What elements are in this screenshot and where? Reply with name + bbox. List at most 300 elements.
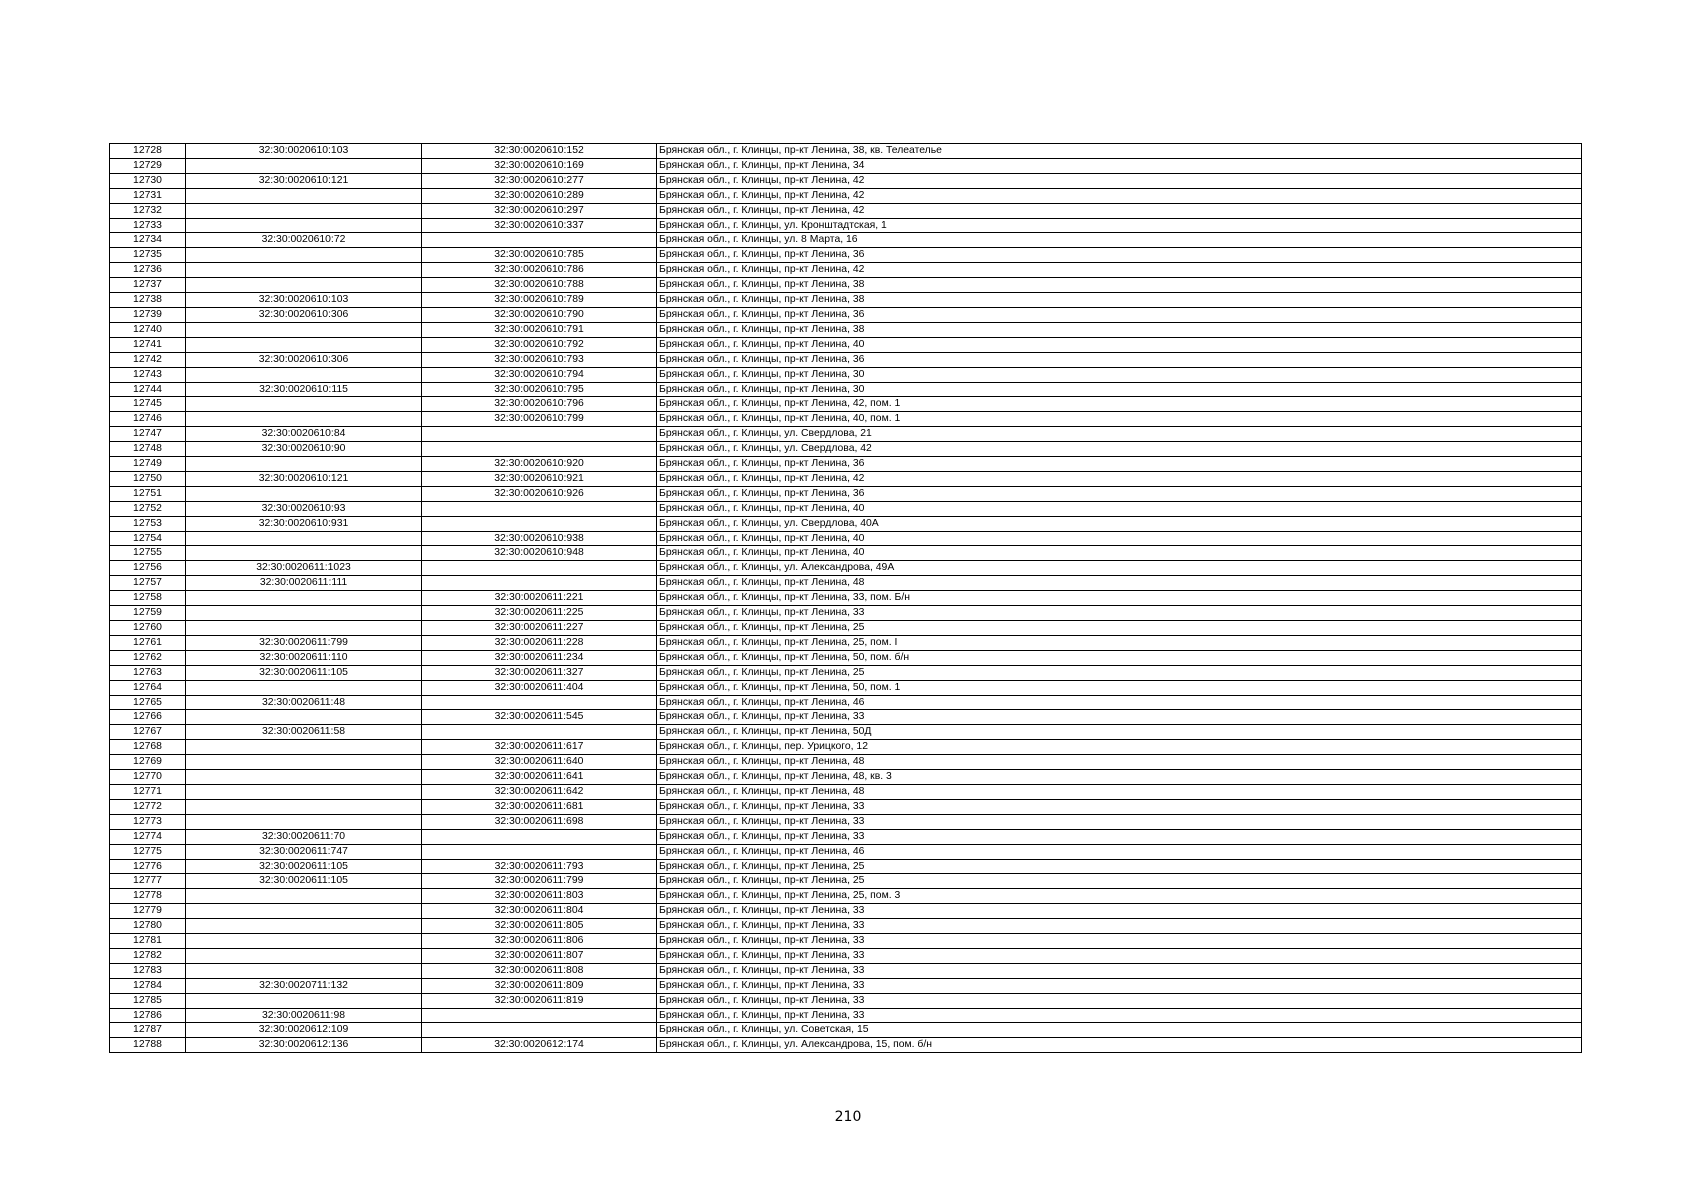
cadastral-number-cell: 32:30:0020610:84	[186, 427, 422, 442]
row-number-cell: 12771	[110, 784, 186, 799]
table-row	[110, 755, 1582, 770]
table-row	[110, 948, 1582, 963]
row-number-cell: 12759	[110, 606, 186, 621]
cadastral-number-cell	[186, 919, 422, 934]
address-cell: Брянская обл., г. Клинцы, пр-кт Ленина, 36	[657, 486, 1582, 501]
row-number-cell: 12732	[110, 203, 186, 218]
row-number-cell: 12775	[110, 844, 186, 859]
address-cell: Брянская обл., г. Клинцы, ул. Александрова, 49А	[657, 561, 1582, 576]
cadastral-number-cell	[186, 546, 422, 561]
object-cadastral-number-cell: 32:30:0020610:921	[422, 471, 657, 486]
row-number-cell: 12787	[110, 1023, 186, 1038]
object-cadastral-number-cell: 32:30:0020610:926	[422, 486, 657, 501]
table-row	[110, 829, 1582, 844]
table-row	[110, 486, 1582, 501]
object-cadastral-number-cell: 32:30:0020611:640	[422, 755, 657, 770]
address-cell: Брянская обл., г. Клинцы, пр-кт Ленина, 42	[657, 203, 1582, 218]
row-number-cell: 12755	[110, 546, 186, 561]
cadastral-number-cell	[186, 934, 422, 949]
row-number-cell: 12788	[110, 1038, 186, 1053]
object-cadastral-number-cell: 32:30:0020611:698	[422, 814, 657, 829]
cadastral-number-cell: 32:30:0020611:105	[186, 665, 422, 680]
object-cadastral-number-cell: 32:30:0020611:808	[422, 963, 657, 978]
table-row	[110, 263, 1582, 278]
cadastral-number-cell: 32:30:0020610:121	[186, 173, 422, 188]
cadastral-number-cell: 32:30:0020610:931	[186, 516, 422, 531]
address-cell: Брянская обл., г. Клинцы, пр-кт Ленина, 34	[657, 158, 1582, 173]
object-cadastral-number-cell: 32:30:0020610:277	[422, 173, 657, 188]
address-cell: Брянская обл., г. Клинцы, пр-кт Ленина, 48, кв. 3	[657, 770, 1582, 785]
object-cadastral-number-cell	[422, 442, 657, 457]
address-cell: Брянская обл., г. Клинцы, пр-кт Ленина, 36	[657, 457, 1582, 472]
table-row	[110, 621, 1582, 636]
address-cell: Брянская обл., г. Клинцы, пр-кт Ленина, 42	[657, 173, 1582, 188]
table-row	[110, 680, 1582, 695]
row-number-cell: 12733	[110, 218, 186, 233]
table-row	[110, 591, 1582, 606]
cadastral-number-cell	[186, 457, 422, 472]
object-cadastral-number-cell: 32:30:0020611:681	[422, 799, 657, 814]
row-number-cell: 12729	[110, 158, 186, 173]
address-cell: Брянская обл., г. Клинцы, пр-кт Ленина, 50, пом. б/н	[657, 650, 1582, 665]
object-cadastral-number-cell: 32:30:0020611:804	[422, 904, 657, 919]
table-row	[110, 978, 1582, 993]
object-cadastral-number-cell: 32:30:0020610:792	[422, 337, 657, 352]
address-cell: Брянская обл., г. Клинцы, пр-кт Ленина, 33	[657, 963, 1582, 978]
table-row	[110, 740, 1582, 755]
row-number-cell: 12738	[110, 293, 186, 308]
object-cadastral-number-cell: 32:30:0020610:795	[422, 382, 657, 397]
cadastral-number-cell: 32:30:0020610:90	[186, 442, 422, 457]
cadastral-number-cell: 32:30:0020611:799	[186, 635, 422, 650]
cadastral-number-cell: 32:30:0020610:115	[186, 382, 422, 397]
table-row	[110, 457, 1582, 472]
table-row	[110, 844, 1582, 859]
address-cell: Брянская обл., г. Клинцы, пр-кт Ленина, 50, пом. 1	[657, 680, 1582, 695]
table-row	[110, 904, 1582, 919]
object-cadastral-number-cell	[422, 1023, 657, 1038]
address-cell: Брянская обл., г. Клинцы, пр-кт Ленина, 33	[657, 829, 1582, 844]
row-number-cell: 12736	[110, 263, 186, 278]
table-row	[110, 799, 1582, 814]
address-cell: Брянская обл., г. Клинцы, пр-кт Ленина, 46	[657, 695, 1582, 710]
address-cell: Брянская обл., г. Клинцы, пр-кт Ленина, 25	[657, 665, 1582, 680]
table-row	[110, 606, 1582, 621]
object-cadastral-number-cell	[422, 1008, 657, 1023]
table-row	[110, 576, 1582, 591]
table-row	[110, 307, 1582, 322]
cadastral-number-cell: 32:30:0020611:1023	[186, 561, 422, 576]
cadastral-number-cell: 32:30:0020610:306	[186, 307, 422, 322]
address-cell: Брянская обл., г. Клинцы, ул. Советская, 15	[657, 1023, 1582, 1038]
row-number-cell: 12744	[110, 382, 186, 397]
address-cell: Брянская обл., г. Клинцы, пер. Урицкого, 12	[657, 740, 1582, 755]
cadastral-number-cell	[186, 948, 422, 963]
object-cadastral-number-cell	[422, 501, 657, 516]
table-row	[110, 650, 1582, 665]
cadastral-number-cell	[186, 680, 422, 695]
cadastral-number-cell	[186, 621, 422, 636]
address-cell: Брянская обл., г. Клинцы, пр-кт Ленина, 36	[657, 307, 1582, 322]
table-row	[110, 158, 1582, 173]
address-cell: Брянская обл., г. Клинцы, пр-кт Ленина, 48	[657, 784, 1582, 799]
address-cell: Брянская обл., г. Клинцы, ул. 8 Марта, 16	[657, 233, 1582, 248]
address-cell: Брянская обл., г. Клинцы, пр-кт Ленина, 40	[657, 337, 1582, 352]
object-cadastral-number-cell: 32:30:0020611:404	[422, 680, 657, 695]
object-cadastral-number-cell	[422, 829, 657, 844]
row-number-cell: 12780	[110, 919, 186, 934]
cadastral-number-cell	[186, 218, 422, 233]
address-cell: Брянская обл., г. Клинцы, пр-кт Ленина, 50Д	[657, 725, 1582, 740]
cadastral-number-cell	[186, 248, 422, 263]
row-number-cell: 12776	[110, 859, 186, 874]
cadastral-number-cell	[186, 770, 422, 785]
row-number-cell: 12748	[110, 442, 186, 457]
cadastral-number-cell	[186, 337, 422, 352]
object-cadastral-number-cell	[422, 516, 657, 531]
page-number: 210	[834, 1109, 862, 1125]
cadastral-number-cell: 32:30:0020611:105	[186, 874, 422, 889]
object-cadastral-number-cell: 32:30:0020610:152	[422, 144, 657, 159]
object-cadastral-number-cell: 32:30:0020611:805	[422, 919, 657, 934]
address-cell: Брянская обл., г. Клинцы, пр-кт Ленина, 40	[657, 531, 1582, 546]
object-cadastral-number-cell: 32:30:0020611:642	[422, 784, 657, 799]
row-number-cell: 12735	[110, 248, 186, 263]
cadastral-number-cell: 32:30:0020611:48	[186, 695, 422, 710]
address-cell: Брянская обл., г. Клинцы, пр-кт Ленина, 42	[657, 188, 1582, 203]
row-number-cell: 12739	[110, 307, 186, 322]
cadastral-number-cell: 32:30:0020611:110	[186, 650, 422, 665]
row-number-cell: 12754	[110, 531, 186, 546]
table-row	[110, 1008, 1582, 1023]
table-row	[110, 993, 1582, 1008]
cadastral-number-cell	[186, 889, 422, 904]
address-cell: Брянская обл., г. Клинцы, пр-кт Ленина, 30	[657, 382, 1582, 397]
object-cadastral-number-cell: 32:30:0020610:938	[422, 531, 657, 546]
object-cadastral-number-cell: 32:30:0020610:799	[422, 412, 657, 427]
table-row	[110, 561, 1582, 576]
address-cell: Брянская обл., г. Клинцы, ул. Свердлова, 21	[657, 427, 1582, 442]
object-cadastral-number-cell: 32:30:0020611:819	[422, 993, 657, 1008]
row-number-cell: 12773	[110, 814, 186, 829]
row-number-cell: 12764	[110, 680, 186, 695]
address-cell: Брянская обл., г. Клинцы, пр-кт Ленина, 42, пом. 1	[657, 397, 1582, 412]
row-number-cell: 12769	[110, 755, 186, 770]
address-cell: Брянская обл., г. Клинцы, пр-кт Ленина, 33	[657, 978, 1582, 993]
row-number-cell: 12731	[110, 188, 186, 203]
address-cell: Брянская обл., г. Клинцы, пр-кт Ленина, 38	[657, 322, 1582, 337]
object-cadastral-number-cell: 32:30:0020611:807	[422, 948, 657, 963]
row-number-cell: 12782	[110, 948, 186, 963]
cadastral-number-cell	[186, 412, 422, 427]
table-row	[110, 382, 1582, 397]
cadastral-number-cell	[186, 203, 422, 218]
address-cell: Брянская обл., г. Клинцы, пр-кт Ленина, 33, пом. Б/н	[657, 591, 1582, 606]
address-cell: Брянская обл., г. Клинцы, пр-кт Ленина, 38	[657, 278, 1582, 293]
row-number-cell: 12783	[110, 963, 186, 978]
address-cell: Брянская обл., г. Клинцы, пр-кт Ленина, 33	[657, 1008, 1582, 1023]
table-row	[110, 233, 1582, 248]
row-number-cell: 12785	[110, 993, 186, 1008]
row-number-cell: 12751	[110, 486, 186, 501]
object-cadastral-number-cell: 32:30:0020612:174	[422, 1038, 657, 1053]
table-row	[110, 1023, 1582, 1038]
row-number-cell: 12762	[110, 650, 186, 665]
table-row	[110, 322, 1582, 337]
object-cadastral-number-cell: 32:30:0020611:806	[422, 934, 657, 949]
row-number-cell: 12749	[110, 457, 186, 472]
table-row	[110, 203, 1582, 218]
address-cell: Брянская обл., г. Клинцы, пр-кт Ленина, 42	[657, 471, 1582, 486]
cadastral-number-cell: 32:30:0020611:98	[186, 1008, 422, 1023]
table-row	[110, 218, 1582, 233]
table-row	[110, 412, 1582, 427]
table-row	[110, 635, 1582, 650]
address-cell: Брянская обл., г. Клинцы, пр-кт Ленина, 38	[657, 293, 1582, 308]
row-number-cell: 12728	[133, 145, 162, 156]
row-number-cell: 12770	[110, 770, 186, 785]
address-cell: Брянская обл., г. Клинцы, пр-кт Ленина, 46	[657, 844, 1582, 859]
cadastral-number-cell	[186, 531, 422, 546]
object-cadastral-number-cell: 32:30:0020610:785	[422, 248, 657, 263]
table-row	[110, 144, 1582, 159]
row-number-cell: 12750	[110, 471, 186, 486]
address-cell: Брянская обл., г. Клинцы, пр-кт Ленина, 48	[657, 755, 1582, 770]
object-cadastral-number-cell	[422, 427, 657, 442]
table-row	[110, 695, 1582, 710]
cadastral-number-cell: 32:30:0020611:105	[186, 859, 422, 874]
object-cadastral-number-cell: 32:30:0020610:786	[422, 263, 657, 278]
row-number-cell: 12772	[110, 799, 186, 814]
cadastral-number-cell: 32:30:0020610:121	[186, 471, 422, 486]
cadastral-number-cell: 32:30:0020610:93	[186, 501, 422, 516]
object-cadastral-number-cell: 32:30:0020611:234	[422, 650, 657, 665]
row-number-cell: 12745	[110, 397, 186, 412]
object-cadastral-number-cell: 32:30:0020610:796	[422, 397, 657, 412]
object-cadastral-number-cell: 32:30:0020610:788	[422, 278, 657, 293]
address-cell: Брянская обл., г. Клинцы, пр-кт Ленина, 33	[657, 919, 1582, 934]
address-cell: Брянская обл., г. Клинцы, пр-кт Ленина, 33	[657, 934, 1582, 949]
object-cadastral-number-cell: 32:30:0020611:617	[422, 740, 657, 755]
row-number-cell: 12763	[110, 665, 186, 680]
object-cadastral-number-cell	[422, 561, 657, 576]
cadastral-number-cell: 32:30:0020611:58	[186, 725, 422, 740]
table-row	[110, 874, 1582, 889]
row-number-cell: 12747	[110, 427, 186, 442]
table-row	[110, 516, 1582, 531]
row-number-cell: 12774	[110, 829, 186, 844]
row-number-cell: 12737	[110, 278, 186, 293]
table-row	[110, 889, 1582, 904]
table-row	[110, 784, 1582, 799]
table-row	[110, 546, 1582, 561]
cadastral-number-cell	[186, 591, 422, 606]
row-number-cell: 12761	[110, 635, 186, 650]
row-number-cell: 12768	[110, 740, 186, 755]
row-number-cell: 12779	[110, 904, 186, 919]
object-cadastral-number-cell: 32:30:0020610:337	[422, 218, 657, 233]
table-row	[110, 770, 1582, 785]
object-cadastral-number-cell: 32:30:0020611:228	[422, 635, 657, 650]
object-cadastral-number-cell: 32:30:0020610:948	[422, 546, 657, 561]
object-cadastral-number-cell: 32:30:0020611:327	[422, 665, 657, 680]
address-cell: Брянская обл., г. Клинцы, пр-кт Ленина, 33	[657, 904, 1582, 919]
table-row	[110, 188, 1582, 203]
object-cadastral-number-cell: 32:30:0020610:169	[422, 158, 657, 173]
cadastral-number-cell	[186, 784, 422, 799]
object-cadastral-number-cell: 32:30:0020610:297	[422, 203, 657, 218]
cadastral-number-cell: 32:30:0020610:72	[186, 233, 422, 248]
table-row	[110, 919, 1582, 934]
object-cadastral-number-cell	[422, 844, 657, 859]
table-row	[110, 471, 1582, 486]
row-number-cell: 12760	[110, 621, 186, 636]
object-cadastral-number-cell: 32:30:0020611:793	[422, 859, 657, 874]
row-number-cell: 12766	[110, 710, 186, 725]
object-cadastral-number-cell: 32:30:0020610:289	[422, 188, 657, 203]
address-cell: Брянская обл., г. Клинцы, пр-кт Ленина, 33	[657, 814, 1582, 829]
cadastral-number-cell: 32:30:0020612:109	[186, 1023, 422, 1038]
object-cadastral-number-cell: 32:30:0020611:221	[422, 591, 657, 606]
row-number-cell: 12786	[110, 1008, 186, 1023]
address-cell: Брянская обл., г. Клинцы, пр-кт Ленина, 38, кв. Телеателье	[657, 144, 1582, 159]
address-cell: Брянская обл., г. Клинцы, пр-кт Ленина, 25, пом. I	[657, 635, 1582, 650]
address-cell: Брянская обл., г. Клинцы, пр-кт Ленина, 25, пом. 3	[657, 889, 1582, 904]
address-cell: Брянская обл., г. Клинцы, ул. Кронштадтская, 1	[657, 218, 1582, 233]
row-number-cell: 12778	[110, 889, 186, 904]
cadastral-number-cell: 32:30:0020611:747	[186, 844, 422, 859]
object-cadastral-number-cell: 32:30:0020611:545	[422, 710, 657, 725]
table-row	[110, 442, 1582, 457]
address-cell: Брянская обл., г. Клинцы, пр-кт Ленина, 30	[657, 367, 1582, 382]
address-cell: Брянская обл., г. Клинцы, пр-кт Ленина, 36	[657, 352, 1582, 367]
cadastral-number-cell	[186, 188, 422, 203]
cadastral-number-cell	[186, 158, 422, 173]
address-cell: Брянская обл., г. Клинцы, пр-кт Ленина, 40, пом. 1	[657, 412, 1582, 427]
table-row	[110, 859, 1582, 874]
address-cell: Брянская обл., г. Клинцы, пр-кт Ленина, 33	[657, 710, 1582, 725]
address-cell: Брянская обл., г. Клинцы, пр-кт Ленина, 25	[657, 859, 1582, 874]
row-number-cell: 12767	[110, 725, 186, 740]
cadastral-number-cell	[186, 904, 422, 919]
row-number-cell: 12777	[110, 874, 186, 889]
table-row	[110, 934, 1582, 949]
object-cadastral-number-cell	[422, 233, 657, 248]
table-row	[110, 963, 1582, 978]
cadastral-number-cell	[186, 814, 422, 829]
object-cadastral-number-cell: 32:30:0020611:227	[422, 621, 657, 636]
table-row	[110, 337, 1582, 352]
cadastral-number-cell: 32:30:0020611:111	[186, 576, 422, 591]
address-cell: Брянская обл., г. Клинцы, пр-кт Ленина, 33	[657, 948, 1582, 963]
cadastral-number-cell	[186, 322, 422, 337]
cadastral-number-cell	[186, 367, 422, 382]
object-cadastral-number-cell: 32:30:0020610:789	[422, 293, 657, 308]
row-number-cell: 12758	[110, 591, 186, 606]
object-cadastral-number-cell: 32:30:0020610:793	[422, 352, 657, 367]
address-cell: Брянская обл., г. Клинцы, пр-кт Ленина, 25	[657, 874, 1582, 889]
row-number-cell: 12742	[110, 352, 186, 367]
registry-table-body	[110, 144, 1582, 1053]
cadastral-number-cell: 32:30:0020711:132	[186, 978, 422, 993]
object-cadastral-number-cell: 32:30:0020611:799	[422, 874, 657, 889]
cadastral-number-cell: 32:30:0020610:103	[186, 144, 422, 159]
registry-table	[109, 143, 1582, 1053]
cadastral-number-cell: 32:30:0020611:70	[186, 829, 422, 844]
object-cadastral-number-cell: 32:30:0020610:920	[422, 457, 657, 472]
row-number-cell: 12746	[110, 412, 186, 427]
object-cadastral-number-cell	[422, 576, 657, 591]
cadastral-number-cell	[186, 993, 422, 1008]
cadastral-number-cell: 32:30:0020610:306	[186, 352, 422, 367]
row-number-cell: 12743	[110, 367, 186, 382]
object-cadastral-number-cell: 32:30:0020610:791	[422, 322, 657, 337]
cadastral-number-cell	[186, 799, 422, 814]
cadastral-number-cell	[186, 278, 422, 293]
cadastral-number-cell	[186, 263, 422, 278]
table-row	[110, 725, 1582, 740]
table-row	[110, 278, 1582, 293]
cadastral-number-cell	[186, 710, 422, 725]
cadastral-number-cell	[186, 606, 422, 621]
address-cell: Брянская обл., г. Клинцы, пр-кт Ленина, 33	[657, 993, 1582, 1008]
object-cadastral-number-cell: 32:30:0020611:803	[422, 889, 657, 904]
row-number-cell: 12752	[110, 501, 186, 516]
table-row	[110, 173, 1582, 188]
row-number-cell: 12740	[110, 322, 186, 337]
cadastral-number-cell	[186, 486, 422, 501]
address-cell: Брянская обл., г. Клинцы, пр-кт Ленина, 48	[657, 576, 1582, 591]
row-number-cell: 12753	[110, 516, 186, 531]
object-cadastral-number-cell: 32:30:0020611:641	[422, 770, 657, 785]
address-cell: Брянская обл., г. Клинцы, пр-кт Ленина, 40	[657, 546, 1582, 561]
object-cadastral-number-cell: 32:30:0020610:794	[422, 367, 657, 382]
table-row	[110, 293, 1582, 308]
object-cadastral-number-cell	[422, 725, 657, 740]
object-cadastral-number-cell: 32:30:0020610:790	[422, 307, 657, 322]
cadastral-number-cell	[186, 755, 422, 770]
row-number-cell: 12741	[110, 337, 186, 352]
table-row	[110, 367, 1582, 382]
cadastral-number-cell: 32:30:0020612:136	[186, 1038, 422, 1053]
object-cadastral-number-cell: 32:30:0020611:809	[422, 978, 657, 993]
table-row	[110, 710, 1582, 725]
row-number-cell: 12765	[110, 695, 186, 710]
table-row	[110, 427, 1582, 442]
table-row	[110, 501, 1582, 516]
row-number-cell: 12734	[110, 233, 186, 248]
table-row	[110, 248, 1582, 263]
row-number-cell: 12756	[110, 561, 186, 576]
address-cell: Брянская обл., г. Клинцы, пр-кт Ленина, 33	[657, 606, 1582, 621]
cadastral-number-cell: 32:30:0020610:103	[186, 293, 422, 308]
table-row	[110, 665, 1582, 680]
address-cell: Брянская обл., г. Клинцы, пр-кт Ленина, 40	[657, 501, 1582, 516]
cadastral-number-cell	[186, 963, 422, 978]
row-number-cell: 12730	[110, 173, 186, 188]
table-row	[110, 352, 1582, 367]
address-cell: Брянская обл., г. Клинцы, ул. Свердлова, 42	[657, 442, 1582, 457]
cadastral-number-cell	[186, 740, 422, 755]
address-cell: Брянская обл., г. Клинцы, пр-кт Ленина, 42	[657, 263, 1582, 278]
object-cadastral-number-cell	[422, 695, 657, 710]
cadastral-number-cell	[186, 397, 422, 412]
address-cell: Брянская обл., г. Клинцы, ул. Свердлова, 40А	[657, 516, 1582, 531]
object-cadastral-number-cell: 32:30:0020611:225	[422, 606, 657, 621]
address-cell: Брянская обл., г. Клинцы, ул. Александрова, 15, пом. б/н	[657, 1038, 1582, 1053]
address-cell: Брянская обл., г. Клинцы, пр-кт Ленина, 36	[657, 248, 1582, 263]
row-number-cell: 12781	[110, 934, 186, 949]
